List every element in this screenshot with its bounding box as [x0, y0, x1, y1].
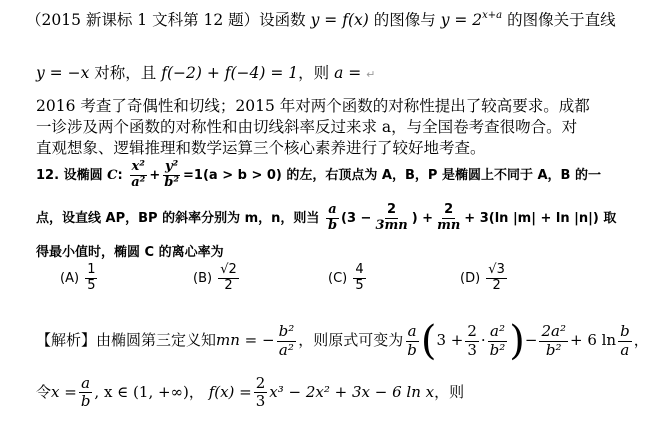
problem12-line2-a: 点，设直线 AP，BP 的斜率分别为 m，n，则当 [36, 210, 320, 226]
problem12-number: 12. [36, 167, 60, 183]
commentary-line2: 一诊涉及两个函数的对称性和由切线斜率反过来求 a，与全国卷考查很吻合。对 [36, 118, 578, 136]
expr-2-over-3mn: $\frac{2}{3mn}$ [375, 202, 408, 233]
sub-2-over-3: $\frac{2}{3}$ [255, 374, 266, 411]
problem1-stem-c: 的图像关于直线 [507, 11, 616, 29]
sub-a-over-b: $\frac{a}{b}$ [80, 374, 91, 411]
problem1-stem-a: 设函数 [259, 11, 306, 29]
ellipse-x-term: $\frac{\text{x²}}{\text{a²}}$ [131, 159, 146, 190]
problem12-line3: 得最小值时，椭圆 C 的离心率为 [36, 245, 224, 260]
commentary-line1: 2016 考查了奇偶性和切线；2015 年对两个函数的对称性提出了较高要求。成都 [36, 97, 590, 115]
problem12-line1-a: 设椭圆 [63, 167, 103, 183]
problem12-line1-b: =1(a > b > 0) 的左，右顶点为 A，B，P 是椭圆上不同于 A，B 的一 [183, 167, 601, 183]
option-a: (A) $\frac{1}{5}$ [60, 262, 96, 293]
solution-tag: 【解析】 [36, 331, 97, 349]
sol-b-over-a: $\frac{b}{a}$ [620, 322, 630, 359]
problem12-line2: 点，设直线 AP，BP 的斜率分别为 m，n，则当 $\frac{a}{b}$ (3 − $\frac{2}{3mn}$ ) + $\frac{2}{mn}$ + 3(ln |m| + ln |n|) 取 [36, 202, 617, 233]
solution-text-a: 由椭圆第三定义知 [96, 331, 217, 349]
problem1-source: （2015 新课标 1 文科第 12 题） [26, 11, 260, 29]
problem1-stem-d: 对称，且 [94, 64, 157, 82]
problem1-line2 [36, 61, 375, 83]
problem1-fx: y = f(x) [310, 11, 369, 29]
problem1-exp-func: $y = 2^{x+a}$ [440, 10, 503, 29]
problem12-line1: 12. 设椭圆 C: $\frac{\text{x²}}{\text{a²}}$ + $\frac{\text{y²}}{\text{b²}}$ =1(a > b > 0) 的左，右顶点为 A，B，P 是椭圆上不同于 A，B 的一 [36, 159, 601, 190]
expr-a-over-b: $\frac{a}{b}$ [327, 202, 338, 233]
option-d: (D) $\frac{√3}{2}$ [460, 262, 505, 293]
solution-line: 【解析】由椭圆第三定义知mn = − $\frac{\text{b²}}{\text{a²}}$ ，则原式可变为 $\frac{a}{b}$ (3 + $\frac{2}{3}$ · $\frac{\text{a²}}{\text{b²}}$ )− $\frac{\text{2a²}}{\text{b²}}$ + 6 ln $\frac{b}{a}$ ， [36, 318, 649, 364]
option-c: (C) $\frac{4}{5}$ [328, 262, 364, 293]
substitution-line: 令x = $\frac{a}{b}$ , x ∈ (1, +∞)， f(x) = $\frac{2}{3}$ x³ − 2x² + 3x − 6 ln x，则 [36, 374, 465, 411]
return-mark: ↵ [366, 68, 376, 81]
sol-a2-over-b2: $\frac{\text{a²}}{\text{b²}}$ [489, 322, 506, 359]
problem1-stem-b: 的图像与 [373, 11, 436, 29]
problem1-stem-e: ，则 [298, 64, 330, 82]
commentary-line3: 直观想象、逻辑推理和数学运算三个核心素养进行了较好地考查。 [36, 139, 486, 157]
problem12-curve: C [107, 167, 118, 183]
problem1-line1 [26, 8, 616, 30]
option-b: (B) $\frac{√2}{2}$ [193, 262, 237, 293]
sol-2a2-over-b2: $\frac{\text{2a²}}{\text{b²}}$ [541, 322, 566, 359]
expr-2-over-mn: $\frac{2}{mn}$ [437, 202, 461, 233]
problem1-ask: a = [334, 64, 362, 82]
sol-a-over-b: $\frac{a}{b}$ [407, 322, 417, 359]
ellipse-y-term: $\frac{\text{y²}}{\text{b²}}$ [164, 159, 180, 190]
solution-mn: mn = − [216, 331, 275, 349]
sol-2-over-3: $\frac{2}{3}$ [467, 322, 477, 359]
solution-text-b: ，则原式可变为 [298, 331, 404, 349]
problem1-condition: f(−2) + f(−4) = 1 [161, 64, 299, 82]
problem1-sym-line: y = −x [36, 64, 90, 82]
mn-fraction: $\frac{\text{b²}}{\text{a²}}$ [278, 322, 295, 359]
